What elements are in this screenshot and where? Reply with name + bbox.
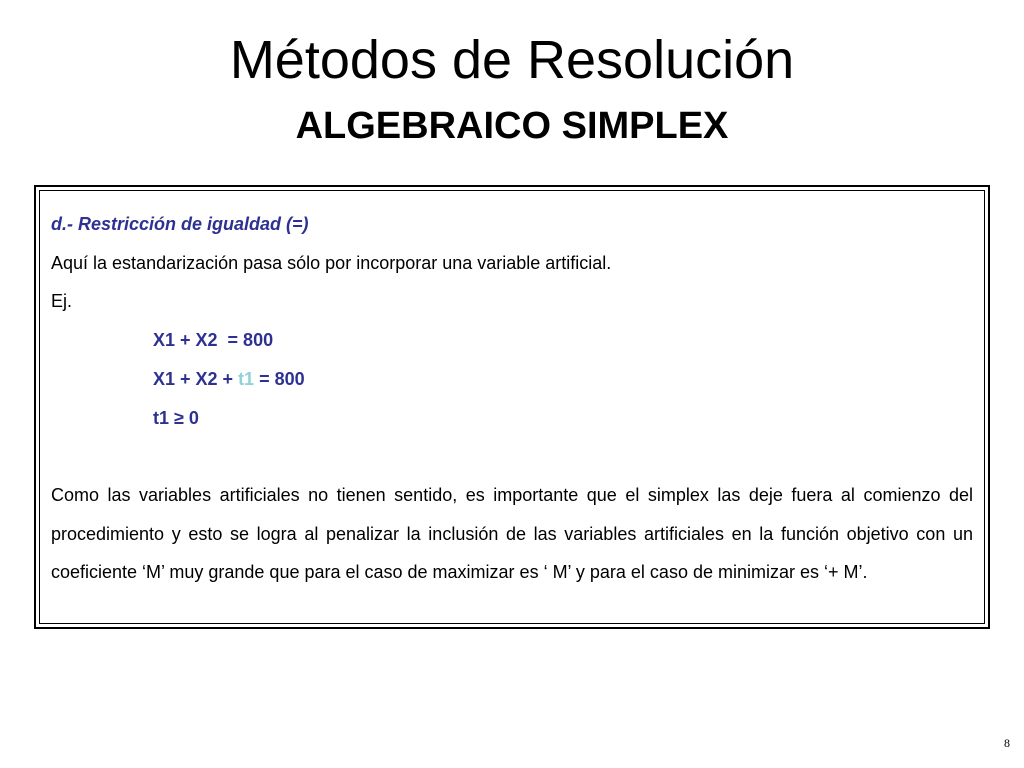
section-heading: d.- Restricción de igualdad (=) [51, 214, 309, 234]
equation-3: t1 ≥ 0 [153, 407, 199, 428]
page-number: 8 [1004, 736, 1010, 750]
slide-subtitle: ALGEBRAICO SIMPLEX [295, 105, 729, 147]
equation-2-prefix: X1 + X2 + [153, 368, 239, 389]
content-box [34, 185, 990, 629]
equation-2 [51, 360, 973, 399]
content-box-inner [39, 190, 985, 624]
artificial-variable: t1 [238, 368, 255, 389]
intro-text: Aquí la estandarización pasa sólo por incorporar una variable artificial. [51, 252, 612, 273]
equation-1: X1 + X2 = 800 [153, 330, 274, 351]
blank-line [51, 437, 973, 476]
slide-title: Métodos de Resolución [229, 30, 795, 90]
explanation-paragraph: Como las variables artificiales no tienen sentido, es importante que el simplex las deje fuera al comienzo del procedimiento y esto se logra al penalizar la inclusión de las variables artificiales en la función objetivo con un coeficiente ‘M’ muy grande que para el caso de maximizar es ‘ M’ y para el caso de minimizar es ‘+ M’. [51, 484, 973, 583]
example-label: Ej. [51, 291, 73, 312]
equation-2-suffix: = 800 [254, 368, 305, 389]
